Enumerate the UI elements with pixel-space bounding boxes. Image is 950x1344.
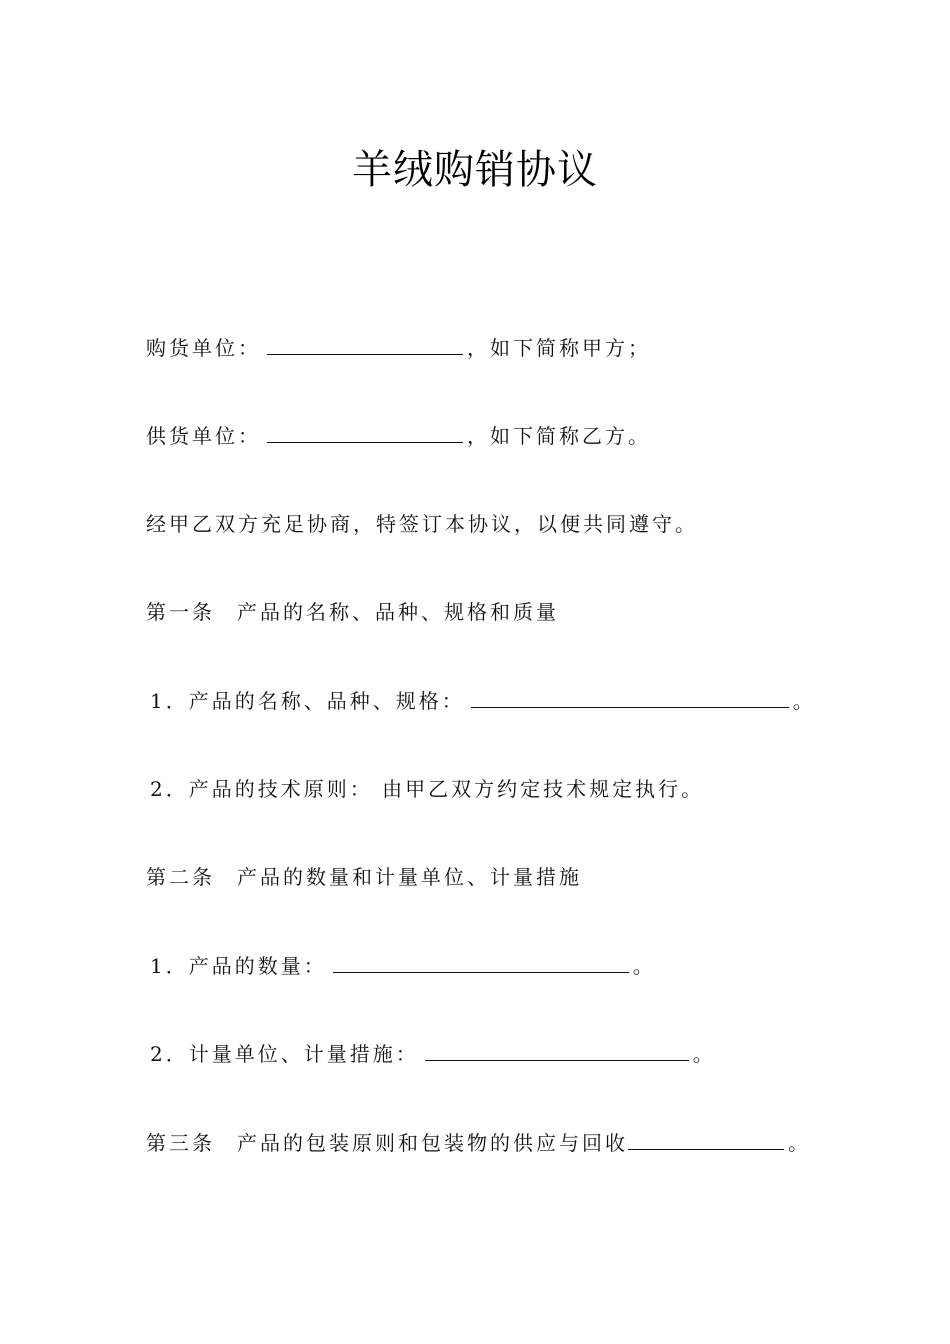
seller-label: 供货单位：	[146, 424, 261, 448]
article-3-title: 产品的包装原则和包装物的供应与回收	[237, 1131, 628, 1155]
article-2-item-2-suffix: 。	[692, 1042, 716, 1066]
article-2-number: 第二条	[146, 865, 215, 889]
quantity-blank[interactable]	[333, 952, 629, 973]
article-2-item-1-label: 1．产品的数量：	[150, 954, 327, 978]
seller-blank[interactable]	[267, 422, 463, 443]
article-2-item-1	[150, 952, 656, 980]
seller-suffix: ，如下简称乙方。	[467, 424, 651, 448]
measurement-blank[interactable]	[425, 1040, 689, 1061]
seller-line	[146, 422, 651, 450]
article-2-item-2-label: 2．计量单位、计量措施：	[150, 1042, 419, 1066]
article-1-number: 第一条	[146, 600, 215, 624]
article-1-title: 产品的名称、品种、规格和质量	[237, 600, 559, 624]
article-2-item-2	[150, 1040, 716, 1068]
intro-line: 经甲乙双方充足协商，特签订本协议，以便共同遵守。	[146, 512, 698, 536]
article-3-suffix: 。	[788, 1131, 811, 1155]
product-name-blank[interactable]	[471, 687, 789, 708]
buyer-suffix: ，如下简称甲方；	[467, 336, 651, 360]
article-1-heading	[146, 598, 559, 626]
packaging-blank[interactable]	[628, 1129, 784, 1150]
article-3-heading	[146, 1129, 811, 1157]
article-1-item-2: 2．产品的技术原则： 由甲乙双方约定技术规定执行。	[150, 777, 705, 801]
buyer-blank[interactable]	[267, 334, 463, 355]
article-1-item-1-label: 1．产品的名称、品种、规格：	[150, 689, 465, 713]
buyer-label: 购货单位：	[146, 336, 261, 360]
article-1-item-1	[150, 687, 816, 715]
article-3-number: 第三条	[146, 1131, 215, 1155]
article-2-heading	[146, 863, 582, 891]
document-title: 羊绒购销协议	[352, 147, 598, 193]
article-2-item-1-suffix: 。	[632, 954, 656, 978]
article-2-title: 产品的数量和计量单位、计量措施	[237, 865, 582, 889]
buyer-line	[146, 334, 651, 362]
article-1-item-1-suffix: 。	[792, 689, 816, 713]
